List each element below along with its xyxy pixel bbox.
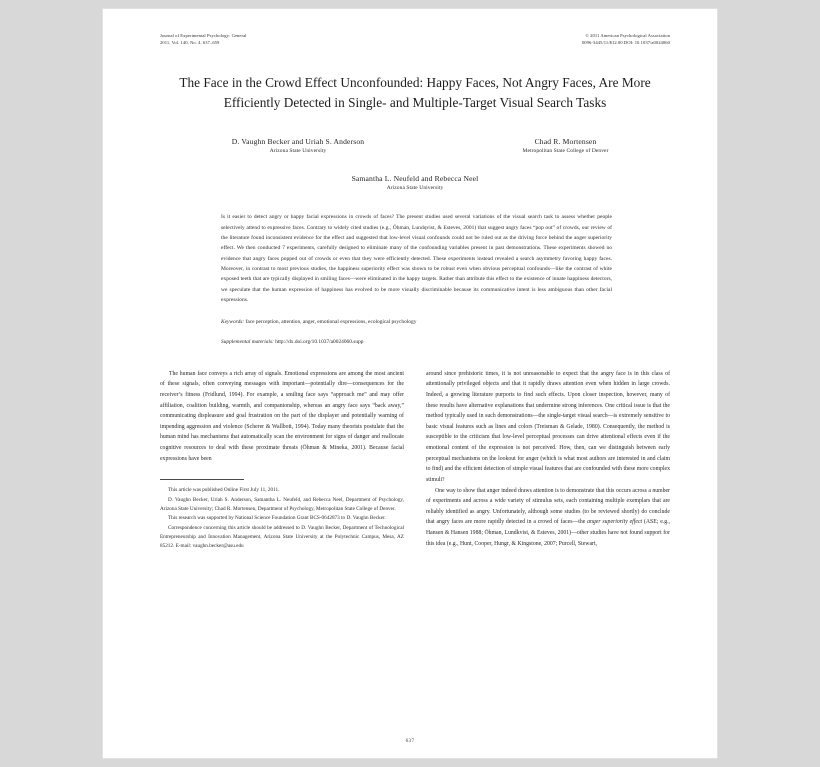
- author-group-3: [160, 173, 670, 193]
- page-content-area: [160, 33, 670, 733]
- author-affiliation: Arizona State University: [386, 184, 444, 191]
- footnote-publication-date: This article was published Online First July 11, 2011.: [168, 487, 280, 494]
- footnote-section: [160, 479, 404, 552]
- page-number: 637: [405, 738, 415, 744]
- footnote-correspondence: Correspondence concerning this article should be addressed to D. Vaughn Becker, Department of Technological Entrepreneurship and Innovation Management, Arizona State University at the Polytechnic Campus, Mesa, AZ 85212. E-mail: vaughn.becker@asu.edu: [160, 524, 404, 550]
- journal-masthead: [160, 33, 670, 47]
- supplemental-label: Supplemental materials:: [221, 339, 274, 346]
- article-abstract: Is it easier to detect angry or happy facial expressions in crowds of faces? The present studies used several variations of the visual search task to assess whether people selectively attend to expressive faces. Contrary to widely cited studies (e.g., Öhman, Lundqvist, & Esteves, 2001) that suggest angry faces “pop out” of crowds, our review of the literature found inconsistent evidence for the effect and suggested that low-level visual confounds could not be ruled out as the driving force behind the anger superiority effect. We then conducted 7 experiments, carefully designed to eliminate many of the confounding variables present in past demonstrations. These experiments showed no evidence that angry faces popped out of crowds or even that they were efficiently detected. These experiments instead revealed a search asymmetry favoring happy faces. Moreover, in contrast to most previous studies, the happiness superiority effect was shown to be robust even when obvious perceptual confounds—like the contrast of white exposed teeth that are typically displayed in smiling faces—were eliminated in the happy targets. Rather than attribute this effect to the existence of innate happiness detectors, we speculate that the human expression of happiness has evolved to be more visually discriminable because its communicative intent is less ambiguous than other facial expressions.: [221, 214, 612, 304]
- body-paragraph: around since prehistoric times, it is not unreasonable to expect that the angry face is in this class of attentionally privileged objects and that it rapidly draws attention even when hidden in large crowds. Indeed, a growing literature purports to find such effects. Upon closer inspection, however, many of these results have alternative explanations that undermine strong inferences. One critical issue is that the method typically used in such demonstrations—the single-target visual search—is extremely sensitive to basic visual features such as lines and colors (Treisman & Gelade, 1980). Consequently, the method is susceptible to the criticism that low-level perceptual processes can drive attentional effects even if the emotional content of the expression is not perceived. How, then, can we distinguish between early perceptual mechanisms on the lookout for anger (which is what most authors are interested in and claim to find) and the efficient detection of simple visual features that are confounded with these more complex stimuli?: [426, 370, 670, 483]
- issn-doi-line: 0096-3445/11/$12.00 DOI: 10.1037/a0024060: [581, 39, 670, 45]
- copyright-line: © 2011 American Psychological Association: [585, 33, 670, 38]
- body-paragraph: [426, 486, 670, 550]
- supplemental-link[interactable]: http://dx.doi.org/10.1037/a0024060.supp: [273, 339, 364, 346]
- footnote-funding: This research was supported by National Science Foundation Grant BCS-0642873 to D. Vaughn Becker.: [168, 515, 386, 522]
- author-names: Samantha L. Neufeld and Rebecca Neel: [351, 173, 479, 183]
- paper-page: [103, 9, 717, 758]
- paragraph-text-part-1: One way to show that anger indeed draws attention is to demonstrate that this occurs across a number of experiments and across a wide variety of stimulus sets, each containing multiple exemplars that are reliably identified as angry. Unfortunately, although some studies (to be reviewed shortly) do conclude that angry faces are more rapidly detected in a crowd of faces—the: [426, 487, 670, 526]
- journal-identification: [160, 33, 247, 47]
- keywords-label: Keywords:: [221, 319, 245, 326]
- paragraph-text-part-2: (ASE; e.g., Hansen & Hansen 1988; Öhman, Lundkvist, & Esteves, 2001)—other studies have not found support for this idea (e.g., Hunt, Cooper, Hungr, & Kingstone, 2007; Purcell, Stewart,: [426, 519, 671, 547]
- journal-issue: 2011, Vol. 140, No. 4, 637–659: [160, 39, 220, 45]
- footnote-author-affiliations: D. Vaughn Becker, Uriah S. Anderson, Samantha L. Neufeld, and Rebecca Neel, Department of Psychology, Arizona State University; Chad R. Mortensen, Department of Psychology, Metropolitan State College of Denver.: [160, 496, 404, 513]
- body-columns: [160, 369, 670, 552]
- right-column: [426, 369, 670, 552]
- keywords-line: [221, 318, 612, 327]
- anger-superiority-effect-term: anger superiority effect: [587, 519, 643, 526]
- author-names: Chad R. Mortensen: [534, 136, 597, 146]
- article-title: The Face in the Crowd Effect Unconfounded: Happy Faces, Not Angry Faces, Are More Efficiently Detected in Single- and Multiple-Target Visual Search Tasks: [179, 74, 651, 111]
- author-affiliation: Arizona State University: [269, 148, 327, 155]
- footnote-divider: [160, 479, 244, 480]
- supplemental-materials-line: [221, 338, 612, 347]
- body-paragraph: The human face conveys a rich array of signals. Emotional expressions are among the most ancient of these signals, often conveying messages with important—potentially dire—consequences for the receiver’s fitness (Fridlund, 1994). For example, a smiling face says “approach me” and may offer affiliation, coalition building, warmth, and companionship, whereas an angry face says “back away,” communicating displeasure and goal frustration on the part of the displayer and potentially warning of impending aggression and violence (Scherer & Wallbott, 1994). Today many theorists postulate that the human mind has mechanisms that automatically scan the environment for signs of danger and reallocate cognitive resources to deal with these proximate threats (Öhman & Mineka, 2001). Because facial expressions have been: [160, 370, 404, 462]
- journal-name: Journal of Experimental Psychology: General: [160, 33, 247, 38]
- author-names: D. Vaughn Becker and Uriah S. Anderson: [231, 136, 365, 146]
- author-affiliation: Metropolitan State College of Denver: [522, 148, 609, 155]
- author-row-primary: [160, 136, 670, 156]
- keywords-value: face perception, attention, anger, emotional expressions, ecological psychology: [244, 319, 417, 326]
- left-column: [160, 369, 404, 552]
- author-group-2: [463, 136, 668, 156]
- author-group-1: [164, 136, 432, 156]
- journal-copyright: [582, 33, 670, 47]
